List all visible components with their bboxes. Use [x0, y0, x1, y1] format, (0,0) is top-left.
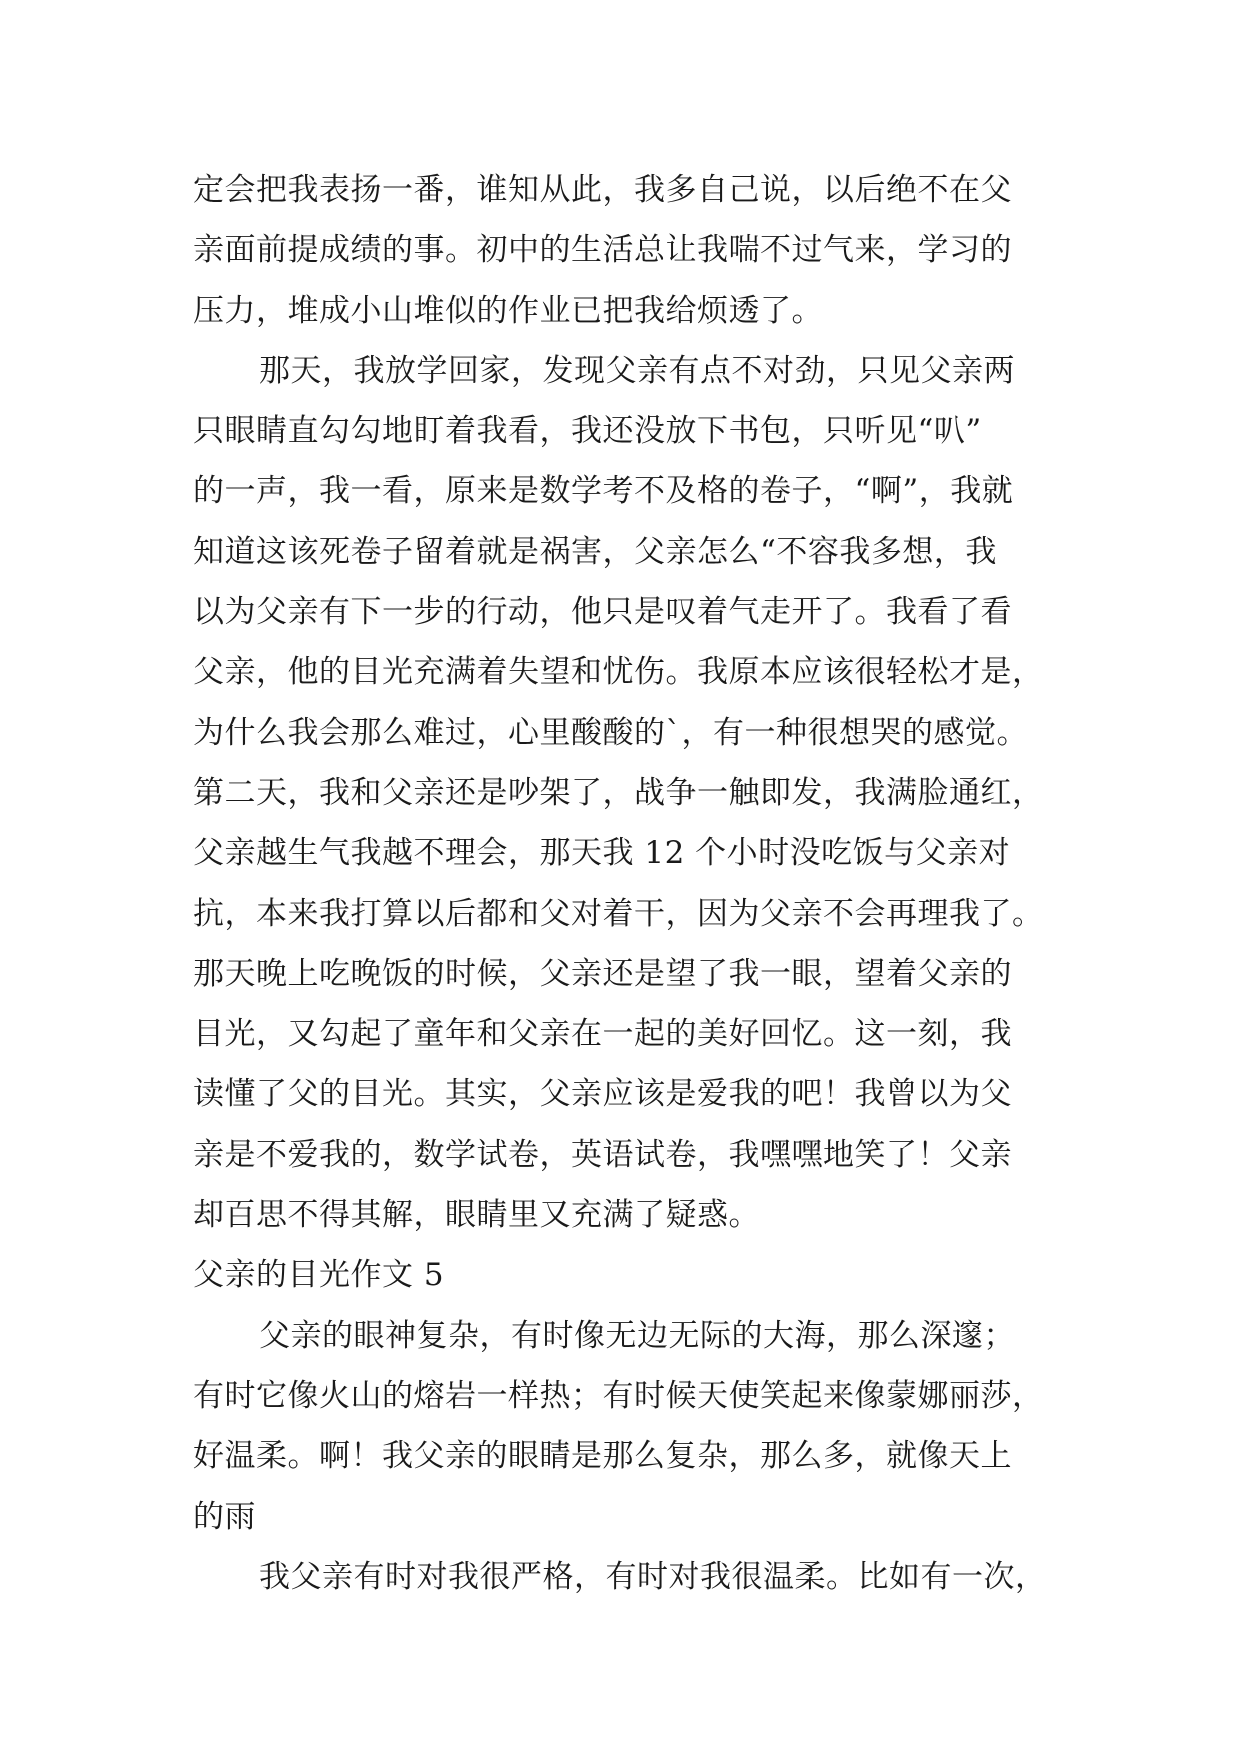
text-line: 亲面前提成绩的事。初中的生活总让我喘不过气来，学习的: [193, 232, 1012, 269]
text-line: 父亲，他的目光充满着失望和忧伤。我原本应该很轻松才是，: [193, 654, 1044, 691]
text-line: 抗，本来我打算以后都和父对着干，因为父亲不会再理我了。: [193, 895, 1044, 932]
paragraph-start-line: 我父亲有时对我很严格，有时对我很温柔。比如有一次，: [259, 1558, 1047, 1595]
paragraph-start-line: 父亲的眼神复杂，有时像无边无际的大海，那么深邃；: [259, 1317, 1015, 1354]
text-line: 的一声，我一看，原来是数学考不及格的卷子，“啊”，我就: [193, 473, 1014, 510]
section-heading: 父亲的目光作文 5: [193, 1257, 445, 1294]
text-line: 以为父亲有下一步的行动，他只是叹着气走开了。我看了看: [193, 594, 1012, 631]
text-line: 亲是不爱我的，数学试卷，英语试卷，我嘿嘿地笑了！父亲: [193, 1136, 1012, 1173]
text-line: 定会把我表扬一番，谁知从此，我多自己说，以后绝不在父: [193, 172, 1012, 208]
text-line: 知道这该死卷子留着就是祸害，父亲怎么“不容我多想，我: [193, 533, 997, 570]
paragraph-start-line: 那天，我放学回家，发现父亲有点不对劲，只见父亲两: [259, 352, 1015, 389]
text-line: 那天晚上吃晚饭的时候，父亲还是望了我一眼，望着父亲的: [193, 955, 1012, 992]
text-line: 好温柔。啊！我父亲的眼睛是那么复杂，那么多，就像天上: [193, 1438, 1012, 1475]
text-line: 只眼睛直勾勾地盯着我看，我还没放下书包，只听见“叭”: [193, 413, 982, 450]
text-line: 压力，堆成小山堆似的作业已把我给烦透了。: [193, 292, 823, 329]
text-line: 第二天，我和父亲还是吵架了，战争一触即发，我满脸通红，: [193, 774, 1044, 811]
text-line: 为什么我会那么难过，心里酸酸的`，有一种很想哭的感觉。: [193, 714, 1028, 751]
text-line: 却百思不得其解，眼睛里又充满了疑惑。: [193, 1197, 760, 1234]
body-text: [193, 160, 1073, 1607]
text-line: 的雨: [193, 1498, 256, 1535]
text-line: 有时它像火山的熔岩一样热；有时候天使笑起来像蒙娜丽莎，: [193, 1377, 1044, 1414]
text-line: 读懂了父的目光。其实，父亲应该是爱我的吧！我曾以为父: [193, 1076, 1012, 1113]
text-line: 目光，又勾起了童年和父亲在一起的美好回忆。这一刻，我: [193, 1016, 1012, 1053]
text-line: 父亲越生气我越不理会，那天我 12 个小时没吃饭与父亲对: [193, 835, 1011, 872]
